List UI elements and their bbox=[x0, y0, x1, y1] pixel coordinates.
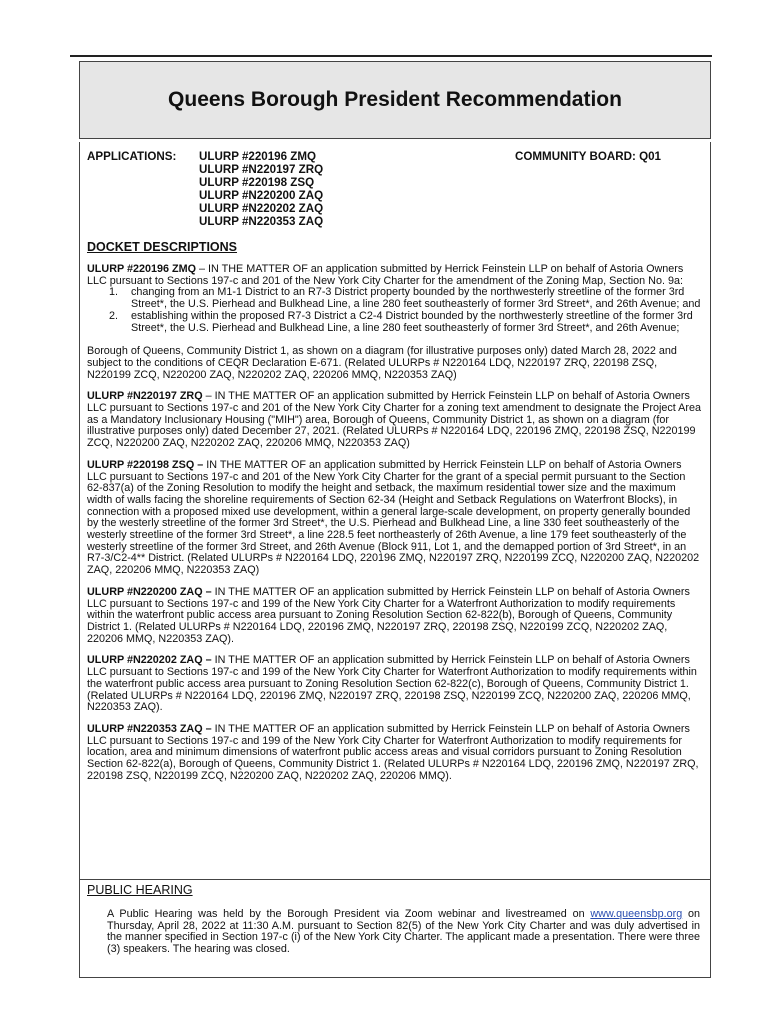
list-text: changing from an M1-1 District to an R7-3 District property bounded by the northwesterly streetline of the former 3rd Street*, the U.S. Pierhead and Bulkhead Line, a line 280 feet southeasterly of former 3rd Street*, and 26th Avenue; and bbox=[131, 286, 701, 311]
docket-entry bbox=[87, 391, 702, 450]
hearing-text-start: A Public Hearing was held by the Borough President via Zoom webinar and livestreamed on bbox=[107, 908, 591, 920]
queensbp-link[interactable]: www.queensbp.org bbox=[590, 908, 683, 920]
applications-list bbox=[199, 150, 323, 228]
entry-id: ULURP #220196 ZMQ bbox=[87, 263, 197, 275]
entry-text: IN THE MATTER OF an application submitted by Herrick Feinstein LLP on behalf of Astoria Owners LLC pursuant to Sections 197-c and 201 of the New York City Charter for the grant of a special permit pursuant to the Section 62-837(a) of the Zoning Resolution to modify the height and setback, the maximum residential tower size and the maximum width of walls facing the shoreline requirements of Section 62-34 (Height and Setback Regulations on Waterfront Blocks), in connection with a proposed mixed use development, within a general large-scale development, on property generally bounded by the westerly streetline of the former 3rd Street*, the U.S. Pierhead and Bulkhead Line, a line 330 feet southeasterly of the westerly streetline of the former 3rd Street*, a line 228.5 feet northeasterly of 26th Avenue, a line 179 feet southeasterly of the westerly streetline of the former 3rd Street, and 26th Avenue (Block 911, Lot 1, and the demapped portion of 3rd Street*, in an R7-3/C2-4** District. (Related ULURPs # N220164 LDQ, 220196 ZMQ, N220197 ZRQ, N220199 ZCQ, N220200 ZAQ, N220202 ZAQ, 220206 MMQ, N220353 ZAQ) bbox=[87, 458, 700, 577]
application-item: ULURP #N220202 ZAQ bbox=[199, 202, 324, 215]
entry-list-item bbox=[87, 311, 702, 334]
list-number: 2. bbox=[109, 309, 119, 322]
applications-label: APPLICATIONS: bbox=[87, 150, 177, 163]
public-hearing-section bbox=[79, 879, 711, 978]
community-board: COMMUNITY BOARD: Q01 bbox=[515, 150, 662, 163]
entry-text: – IN THE MATTER OF an application submitted by Herrick Feinstein LLP on behalf of Astoria Owners LLC pursuant to Sections 197-c and 201 of the New York City Charter for the amendment of the Zoning Map, Section No. 9a: bbox=[87, 263, 684, 287]
top-rule bbox=[70, 55, 712, 57]
entry-id: ULURP #220198 ZSQ – bbox=[87, 458, 204, 471]
docket-entry bbox=[87, 724, 702, 783]
entry-text: – IN THE MATTER OF an application submitted by Herrick Feinstein LLP on behalf of Astoria Owners LLC pursuant to Sections 197-c and 201 of the New York City Charter for a zoning text amendment to designate the Project Area as a Mandatory Inclusionary Housing ("MIH") area, Borough of Queens, Community District 1, as shown on a diagram (for illustrative purposes only) dated December 27, 2021. (Related ULURPs # N220164 LDQ, 220196 ZMQ, 220198 ZSQ, N220199 ZCQ, N220200 ZAQ, N220202 ZAQ, 220206 MMQ, N220353 ZAQ) bbox=[87, 390, 701, 450]
entry-tail: Borough of Queens, Community District 1, as shown on a diagram (for illustrative purposes only) dated March 28, 2022 and subject to the conditions of CEQR Declaration E-671. (Related ULURPs # N220164 LDQ, N220197 ZRQ, 220198 ZSQ, N220199 ZCQ, N220200 ZAQ, N220202 ZAQ, 220206 MMQ, N220353 ZAQ) bbox=[87, 345, 677, 381]
public-hearing-text bbox=[107, 909, 700, 956]
entry-id: ULURP #N220197 ZRQ bbox=[87, 390, 203, 403]
application-item: ULURP #N220197 ZRQ bbox=[199, 163, 324, 176]
entry-id: ULURP #N220200 ZAQ – bbox=[87, 585, 212, 598]
docket-entry bbox=[87, 655, 702, 714]
application-item: ULURP #N220200 ZAQ bbox=[199, 189, 324, 202]
docket-entries bbox=[87, 264, 702, 792]
entry-text: IN THE MATTER OF an application submitted by Herrick Feinstein LLP on behalf of Astoria Owners LLC pursuant to Sections 197-c and 199 of the New York City Charter for Waterfront Authorization to modify requirements for location, area and minimum dimensions of waterfront public access areas and visual corridors pursuant to Zoning Resolution Section 62-822(a), Borough of Queens, Community District 1. (Related ULURPs # N220164 LDQ, 220196 ZMQ, N220197 ZRQ, 220198 ZSQ, N220199 ZCQ, N220200 ZAQ, N220202 ZAQ, 220206 MMQ). bbox=[87, 722, 699, 782]
docket-entry bbox=[87, 460, 702, 577]
application-item: ULURP #N220353 ZAQ bbox=[199, 215, 324, 228]
docket-heading: DOCKET DESCRIPTIONS bbox=[87, 240, 238, 254]
public-hearing-heading: PUBLIC HEARING bbox=[87, 883, 193, 897]
title-banner bbox=[79, 61, 711, 139]
docket-entry bbox=[87, 587, 702, 646]
entry-id: ULURP #N220353 ZAQ – bbox=[87, 722, 212, 735]
entry-id: ULURP #N220202 ZAQ – bbox=[87, 654, 212, 667]
list-number: 1. bbox=[109, 286, 119, 299]
entry-text: IN THE MATTER OF an application submitted by Herrick Feinstein LLP on behalf of Astoria Owners LLC pursuant to Sections 197-c and 199 of the New York City Charter for a Waterfront Authorization to modify requirements within the waterfront public access area pursuant to Zoning Resolution Section 62-822(b), Borough of Queens, Community District 1. (Related ULURPs # N220164 LDQ, 220196 ZMQ, N220197 ZRQ, 220198 ZSQ, N220199 ZCQ, N220202 ZAQ, 220206 MMQ, N220353 ZAQ). bbox=[87, 585, 690, 645]
entry-list-item bbox=[87, 287, 702, 310]
entry-text: IN THE MATTER OF an application submitted by Herrick Feinstein LLP on behalf of Astoria Owners LLC pursuant to Sections 197-c and 199 of the New York City Charter for Waterfront Authorization to modify requirements within the waterfront public access area pursuant to Zoning Resolution Section 62-822(c), Borough of Queens, Community District 1. (Related ULURPs # N220164 LDQ, 220196 ZMQ, N220197 ZRQ, 220198 ZSQ, N220199 ZCQ, N220200 ZAQ, 220206 MMQ, N220353 ZAQ). bbox=[87, 654, 697, 714]
application-item: ULURP #220198 ZSQ bbox=[199, 176, 315, 189]
document-title: Queens Borough President Recommendation bbox=[168, 88, 622, 111]
application-item: ULURP #220196 ZMQ bbox=[199, 150, 317, 163]
entry-list bbox=[87, 287, 702, 334]
hearing-text-end: on Thursday, April 28, 2022 at 11:30 A.M. pursuant to Section 82(5) of the New York City Charter and was duly advertised in the manner specified in Section 197-c (i) of the New York City Charter. The applicant made a presentation. There were three (3) speakers. The hearing was closed. bbox=[107, 908, 701, 956]
list-text: establishing within the proposed R7-3 District a C2-4 District bounded by the northwesterly streetline of the former 3rd Street*, the U.S. Pierhead and Bulkhead Line, a line 280 feet southeasterly of former 3rd Street*, and 26th Avenue; bbox=[131, 309, 693, 334]
docket-entry bbox=[87, 264, 702, 381]
docket-section bbox=[79, 142, 711, 879]
